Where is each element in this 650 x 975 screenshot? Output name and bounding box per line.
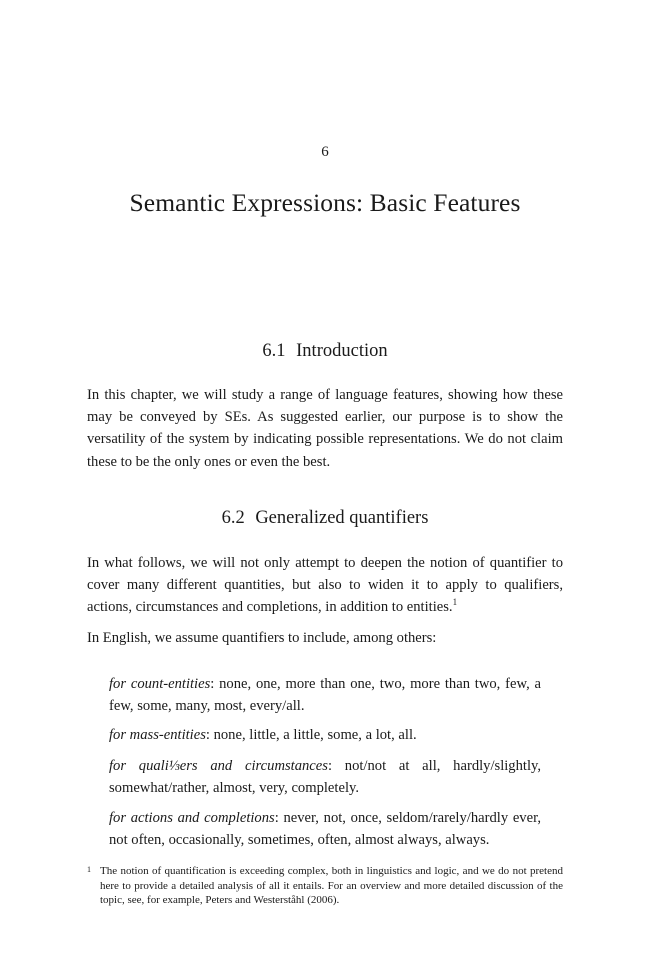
footnote: [87, 864, 563, 908]
paragraph-quantifiers: [87, 552, 563, 619]
footnote-reference[interactable]: 1: [452, 597, 458, 608]
chapter-title: Semantic Expressions: Basic Features: [129, 188, 521, 217]
section-number: 6.1: [262, 341, 286, 361]
section-heading-introduction: [0, 341, 650, 362]
list-item-label: for quali⅓ers and circumstances: [109, 758, 328, 774]
footnote-text: The notion of quantification is exceeding complex, both in linguistics and logic, and we do not pretend here to provide a detailed analysis of all it entails. For an overview and more detailed discussion of the topic, see, for example, Peters and Westerståhl (2006).: [100, 865, 563, 906]
list-item-label: for count-entities: [109, 676, 211, 692]
list-item: [109, 674, 541, 717]
list-item-text: : none, one, more than one, two, more than two, few, a few, some, many, most, every/all.: [109, 676, 541, 714]
section-title: Generalized quantifiers: [255, 508, 429, 528]
list-item: [109, 725, 541, 747]
list-item: [109, 756, 541, 799]
list-item-text: : none, little, a little, some, a lot, all.: [205, 727, 417, 743]
paragraph-text: In what follows, we will not only attempt to deepen the notion of quantifier to cover many different quantities, but also to widen it to apply to qualifiers, actions, circumstances and completions, in addition to entities.: [87, 555, 563, 616]
section-title: Introduction: [296, 341, 388, 361]
section-heading-generalized-quantifiers: [0, 508, 650, 529]
footnote-mark: 1: [87, 865, 91, 874]
list-item-label: for mass-entities: [109, 727, 206, 743]
chapter-number: 6: [321, 144, 329, 160]
paragraph-english-quantifiers: In English, we assume quantifiers to include, among others:: [87, 630, 437, 646]
list-item-text: : not/not at all, hardly/slightly, somewhat/rather, almost, very, completely.: [109, 758, 542, 796]
list-item-text: : never, not, once, seldom/rarely/hardly ever, not often, occasionally, sometimes, often, almost always, always.: [109, 810, 541, 848]
list-item: [109, 808, 541, 851]
section-number: 6.2: [221, 508, 245, 528]
list-item-label: for actions and completions: [109, 810, 275, 826]
paragraph-introduction: In this chapter, we will study a range of language features, showing how these may be conveyed by SEs. As suggested earlier, our purpose is to show the versatility of the system by indicating possible representations. We do not claim these to be the only ones or even the best.: [87, 387, 563, 470]
